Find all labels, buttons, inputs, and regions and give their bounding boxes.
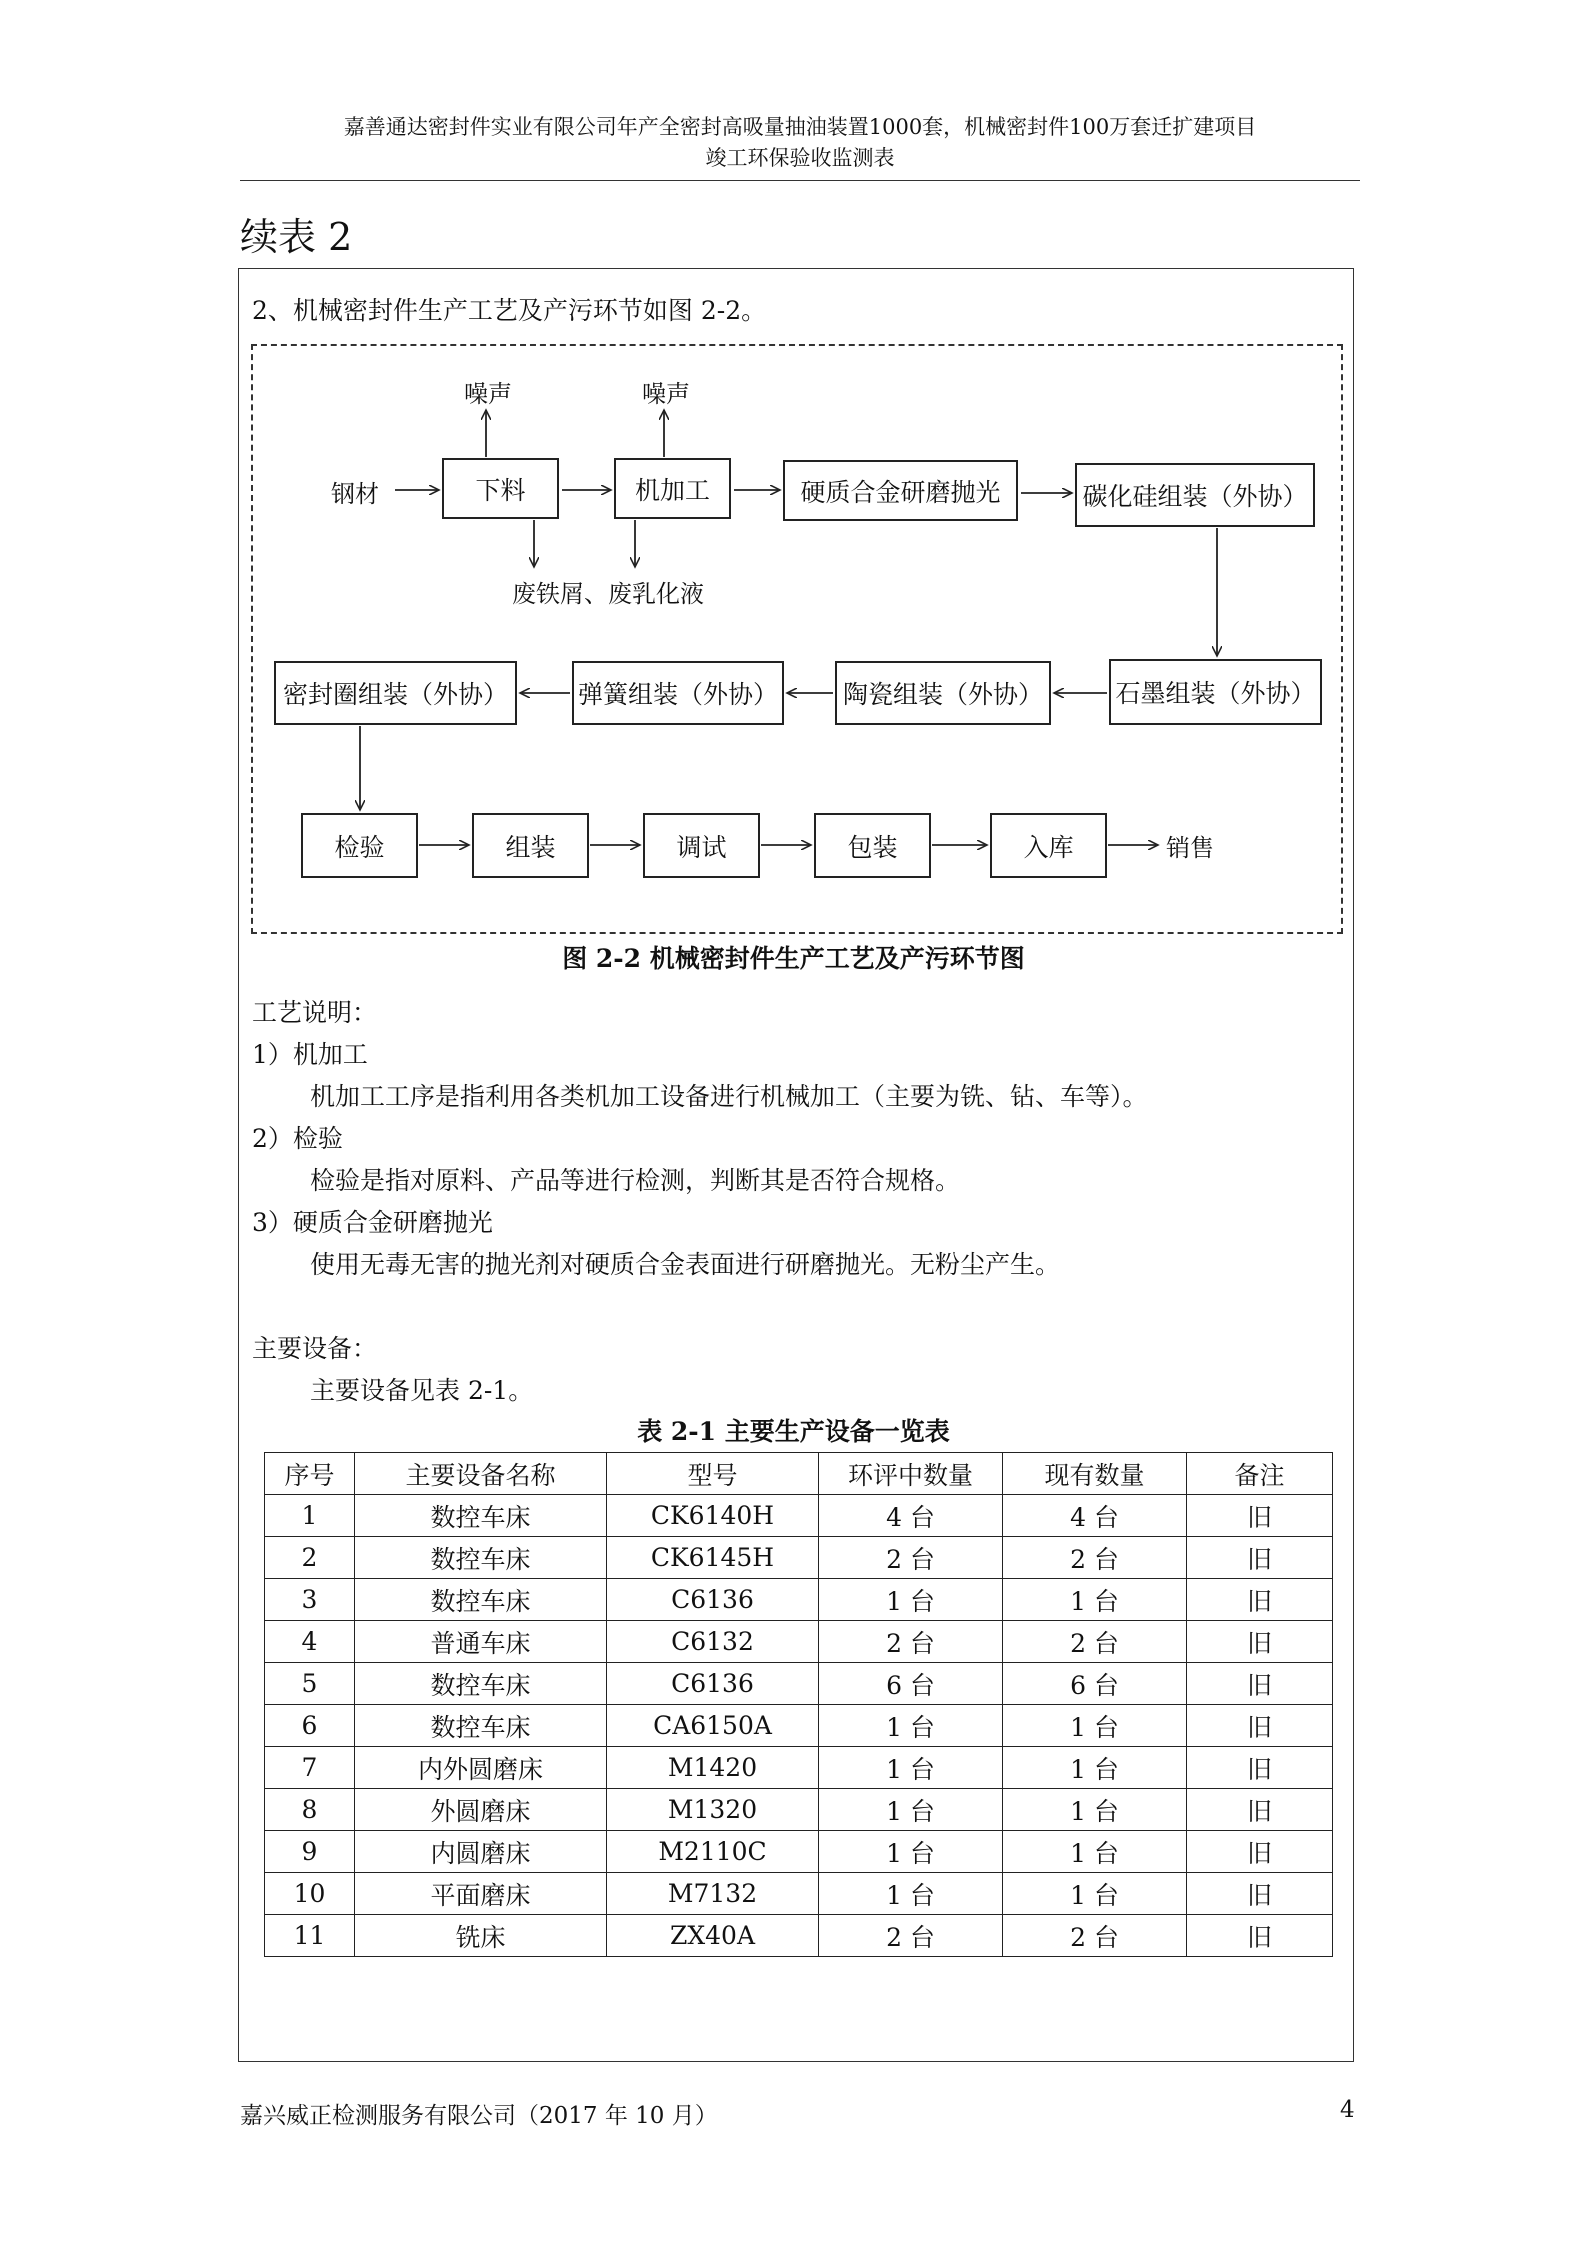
node-assembly: 组装 — [472, 813, 589, 878]
cell-model: CK6145H — [607, 1537, 819, 1579]
node-sales: 销售 — [1166, 834, 1214, 862]
cell-index: 3 — [265, 1579, 355, 1621]
cell-name: 普通车床 — [355, 1621, 607, 1663]
waste-label: 废铁屑、废乳化液 — [512, 580, 704, 608]
cell-eia-qty: 2 台 — [819, 1537, 1003, 1579]
header-divider — [240, 180, 1360, 181]
cell-eia-qty: 1 台 — [819, 1789, 1003, 1831]
col-header-index: 序号 — [265, 1453, 355, 1495]
cell-eia-qty: 1 台 — [819, 1705, 1003, 1747]
cell-current-qty: 6 台 — [1003, 1663, 1187, 1705]
cell-index: 2 — [265, 1537, 355, 1579]
cell-remark: 旧 — [1187, 1495, 1333, 1537]
cell-remark: 旧 — [1187, 1537, 1333, 1579]
cell-index: 1 — [265, 1495, 355, 1537]
table-row — [265, 1579, 1333, 1621]
cell-model: ZX40A — [607, 1915, 819, 1957]
intro-text: 2、机械密封件生产工艺及产污环节如图 2-2。 — [252, 296, 767, 325]
document-header-subtitle: 竣工环保验收监测表 — [705, 146, 895, 170]
node-sic-assembly: 碳化硅组装（外协） — [1075, 463, 1315, 527]
cell-current-qty: 2 台 — [1003, 1915, 1187, 1957]
table-row — [265, 1915, 1333, 1957]
cell-model: C6136 — [607, 1663, 819, 1705]
cell-eia-qty: 1 台 — [819, 1579, 1003, 1621]
table-caption: 表 2-1 主要生产设备一览表 — [637, 1417, 950, 1446]
process-item-3-title: 3）硬质合金研磨抛光 — [252, 1208, 493, 1237]
cell-remark: 旧 — [1187, 1915, 1333, 1957]
cell-name: 内外圆磨床 — [355, 1747, 607, 1789]
col-header-name: 主要设备名称 — [355, 1453, 607, 1495]
table-row — [265, 1621, 1333, 1663]
process-item-3-text: 使用无毒无害的抛光剂对硬质合金表面进行研磨抛光。无粉尘产生。 — [310, 1250, 1061, 1279]
cell-index: 6 — [265, 1705, 355, 1747]
cell-model: M7132 — [607, 1873, 819, 1915]
cell-current-qty: 2 台 — [1003, 1537, 1187, 1579]
page-number: 4 — [1340, 2097, 1355, 2123]
cell-remark: 旧 — [1187, 1579, 1333, 1621]
node-inspection: 检验 — [301, 813, 418, 878]
cell-model: C6136 — [607, 1579, 819, 1621]
figure-caption: 图 2-2 机械密封件生产工艺及产污环节图 — [562, 944, 1025, 973]
cell-name: 铣床 — [355, 1915, 607, 1957]
cell-index: 4 — [265, 1621, 355, 1663]
node-polishing: 硬质合金研磨抛光 — [783, 460, 1018, 521]
process-item-2-text: 检验是指对原料、产品等进行检测，判断其是否符合规格。 — [310, 1166, 961, 1195]
equipment-table — [264, 1452, 1333, 1957]
process-item-2-title: 2）检验 — [252, 1124, 343, 1153]
document-header-title: 嘉善通达密封件实业有限公司年产全密封高吸量抽油装置1000套，机械密封件100万套迁扩建项目 — [343, 115, 1257, 139]
cell-current-qty: 1 台 — [1003, 1831, 1187, 1873]
process-item-1-text: 机加工工序是指利用各类机加工设备进行机械加工（主要为铣、钻、车等）。 — [310, 1082, 1148, 1111]
cell-remark: 旧 — [1187, 1873, 1333, 1915]
cell-name: 数控车床 — [355, 1579, 607, 1621]
cell-eia-qty: 6 台 — [819, 1663, 1003, 1705]
equipment-heading: 主要设备： — [252, 1334, 378, 1363]
table-row — [265, 1495, 1333, 1537]
cell-index: 11 — [265, 1915, 355, 1957]
col-header-model: 型号 — [607, 1453, 819, 1495]
cell-current-qty: 2 台 — [1003, 1621, 1187, 1663]
node-spring-assembly: 弹簧组装（外协） — [572, 661, 784, 725]
cell-name: 平面磨床 — [355, 1873, 607, 1915]
table-row — [265, 1873, 1333, 1915]
cell-eia-qty: 1 台 — [819, 1831, 1003, 1873]
cell-remark: 旧 — [1187, 1621, 1333, 1663]
cell-current-qty: 1 台 — [1003, 1789, 1187, 1831]
cell-eia-qty: 2 台 — [819, 1621, 1003, 1663]
cell-current-qty: 1 台 — [1003, 1747, 1187, 1789]
cell-model: C6132 — [607, 1621, 819, 1663]
cell-name: 数控车床 — [355, 1705, 607, 1747]
node-steel: 钢材 — [331, 480, 379, 508]
cell-name: 数控车床 — [355, 1663, 607, 1705]
cell-current-qty: 1 台 — [1003, 1873, 1187, 1915]
node-blanking: 下料 — [442, 458, 559, 519]
table-row — [265, 1747, 1333, 1789]
cell-eia-qty: 2 台 — [819, 1915, 1003, 1957]
cell-model: M1420 — [607, 1747, 819, 1789]
cell-eia-qty: 1 台 — [819, 1873, 1003, 1915]
cell-model: M2110C — [607, 1831, 819, 1873]
cell-current-qty: 1 台 — [1003, 1579, 1187, 1621]
cell-index: 8 — [265, 1789, 355, 1831]
cell-remark: 旧 — [1187, 1831, 1333, 1873]
table-header-row — [265, 1453, 1333, 1495]
cell-index: 9 — [265, 1831, 355, 1873]
cell-current-qty: 1 台 — [1003, 1705, 1187, 1747]
cell-index: 5 — [265, 1663, 355, 1705]
cell-remark: 旧 — [1187, 1747, 1333, 1789]
col-header-remark: 备注 — [1187, 1453, 1333, 1495]
node-debugging: 调试 — [643, 813, 760, 878]
cell-model: M1320 — [607, 1789, 819, 1831]
table-row — [265, 1663, 1333, 1705]
node-storage: 入库 — [990, 813, 1107, 878]
node-ceramic-assembly: 陶瓷组装（外协） — [835, 661, 1051, 725]
node-graphite-assembly: 石墨组装（外协） — [1109, 659, 1322, 725]
process-heading: 工艺说明： — [252, 998, 378, 1027]
cell-remark: 旧 — [1187, 1663, 1333, 1705]
node-packing: 包装 — [814, 813, 931, 878]
cell-name: 外圆磨床 — [355, 1789, 607, 1831]
table-row — [265, 1789, 1333, 1831]
cell-model: CA6150A — [607, 1705, 819, 1747]
equipment-text: 主要设备见表 2-1。 — [310, 1376, 534, 1405]
noise-label-2: 噪声 — [642, 380, 690, 408]
noise-label-1: 噪声 — [464, 380, 512, 408]
cell-eia-qty: 4 台 — [819, 1495, 1003, 1537]
table-row — [265, 1831, 1333, 1873]
cell-name: 内圆磨床 — [355, 1831, 607, 1873]
cell-name: 数控车床 — [355, 1537, 607, 1579]
process-item-1-title: 1）机加工 — [252, 1040, 368, 1069]
node-machining: 机加工 — [614, 458, 731, 519]
cell-index: 7 — [265, 1747, 355, 1789]
cell-model: CK6140H — [607, 1495, 819, 1537]
col-header-current-qty: 现有数量 — [1003, 1453, 1187, 1495]
table-row — [265, 1705, 1333, 1747]
cell-name: 数控车床 — [355, 1495, 607, 1537]
col-header-eia-qty: 环评中数量 — [819, 1453, 1003, 1495]
cell-remark: 旧 — [1187, 1789, 1333, 1831]
footer-company: 嘉兴威正检测服务有限公司（2017 年 10 月） — [240, 2103, 718, 2129]
section-title: 续表 2 — [240, 215, 353, 259]
cell-eia-qty: 1 台 — [819, 1747, 1003, 1789]
cell-remark: 旧 — [1187, 1705, 1333, 1747]
node-sealring-assembly: 密封圈组装（外协） — [274, 661, 517, 725]
cell-current-qty: 4 台 — [1003, 1495, 1187, 1537]
table-row — [265, 1537, 1333, 1579]
cell-index: 10 — [265, 1873, 355, 1915]
